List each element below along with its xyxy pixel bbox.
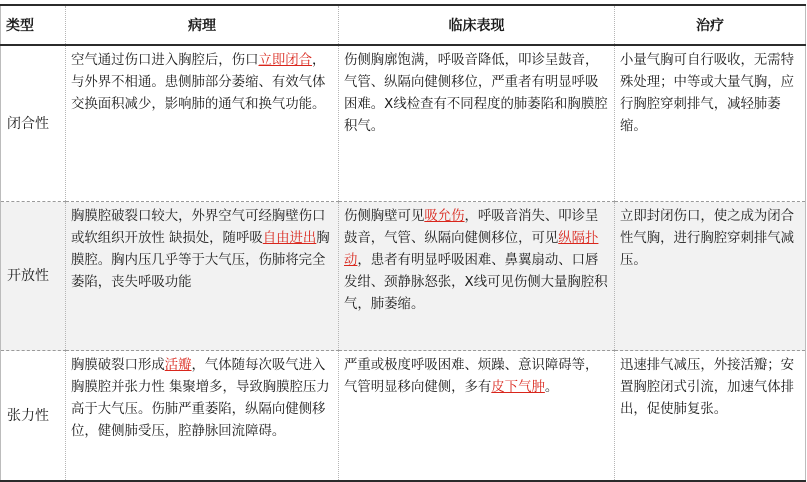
treatment-cell <box>615 351 806 482</box>
header-row <box>1 5 806 45</box>
cell-text: 伤侧胸廓饱满，呼吸音降低，叩诊呈鼓音，气管、纵隔向健侧移位，严重者有明显呼吸困难。X线检查有不同程度的肺萎陷和胸膜腔积气。 <box>344 53 608 134</box>
cell-text: 严重或极度呼吸困难、烦躁、意识障碍等，气管明显移向健侧，多有 <box>344 358 599 395</box>
row-type-tension: 张力性 <box>1 351 66 482</box>
header-pathology: 病理 <box>66 5 339 45</box>
pathology-cell <box>66 202 339 351</box>
cell-text: 空气通过伤口进入胸腔后，伤口 <box>71 53 259 68</box>
treatment-cell <box>615 202 806 351</box>
clinical-cell <box>339 351 615 482</box>
cell-text: 迅速排气减压，外接活瓣；安置胸腔闭式引流，加速气体排出，促使肺复张。 <box>620 358 795 417</box>
header-clinical: 临床表现 <box>339 5 615 45</box>
cell-text: ，呼吸音消失、叩诊呈鼓音，气管、纵隔向健侧移位，可见 <box>344 209 599 246</box>
highlighted-term: 活瓣 <box>164 358 192 373</box>
cell-text: 小量气胸可自行吸收，无需特殊处理；中等或大量气胸，应行胸腔穿刺排气，减轻肺萎缩。 <box>620 53 795 134</box>
table-row <box>1 202 806 351</box>
cell-text: 。 <box>544 380 559 395</box>
table-row <box>1 351 806 482</box>
pathology-cell <box>66 351 339 482</box>
highlighted-term: 纵隔扑动 <box>344 231 599 268</box>
cell-text: 胸膜破裂口形成 <box>71 358 165 373</box>
cell-text: 胸膜腔破裂口较大，外界空气可经胸壁伤口或软组织开放性 缺损处，随呼吸 <box>71 209 326 246</box>
clinical-cell <box>339 45 615 202</box>
treatment-cell <box>615 45 806 202</box>
pathology-cell <box>66 45 339 202</box>
highlighted-term: 皮下气肿 <box>491 380 545 395</box>
header-type: 类型 <box>1 5 66 45</box>
cell-text: ，患者有明显呼吸困难、鼻翼扇动、口唇发绀、颈静脉怒张，X线可见伤侧大量胸腔积气，肺萎缩。 <box>344 253 608 312</box>
cell-text: 伤侧胸壁可见 <box>344 209 425 224</box>
highlighted-term: 立即闭合 <box>258 53 313 68</box>
cell-text: ，与外界不相通。患侧肺部分萎缩、有效气体交换面积减少，影响肺的通气和换气功能。 <box>71 53 326 112</box>
highlighted-term: 吸允伤 <box>424 209 465 224</box>
clinical-cell <box>339 202 615 351</box>
highlighted-term: 自由进出 <box>262 231 317 246</box>
table-row <box>1 45 806 202</box>
cell-text: 立即封闭伤口，使之成为闭合性气胸，进行胸腔穿刺排气减压。 <box>620 209 795 268</box>
pneumothorax-comparison-table <box>0 4 806 482</box>
cell-text: ，气体随每次吸气进入胸膜腔并张力性 集聚增多，导致胸膜腔压力高于大气压。伤肺严重萎陷，纵隔向健侧移位，健侧肺受压，腔静脉回流障碍。 <box>71 358 330 439</box>
row-type-open: 开放性 <box>1 202 66 351</box>
header-treatment: 治疗 <box>615 5 806 45</box>
cell-text: 胸膜腔。胸内压几乎等于大气压，伤肺将完全萎陷，丧失呼吸功能 <box>71 231 330 290</box>
row-type-closed: 闭合性 <box>1 45 66 202</box>
